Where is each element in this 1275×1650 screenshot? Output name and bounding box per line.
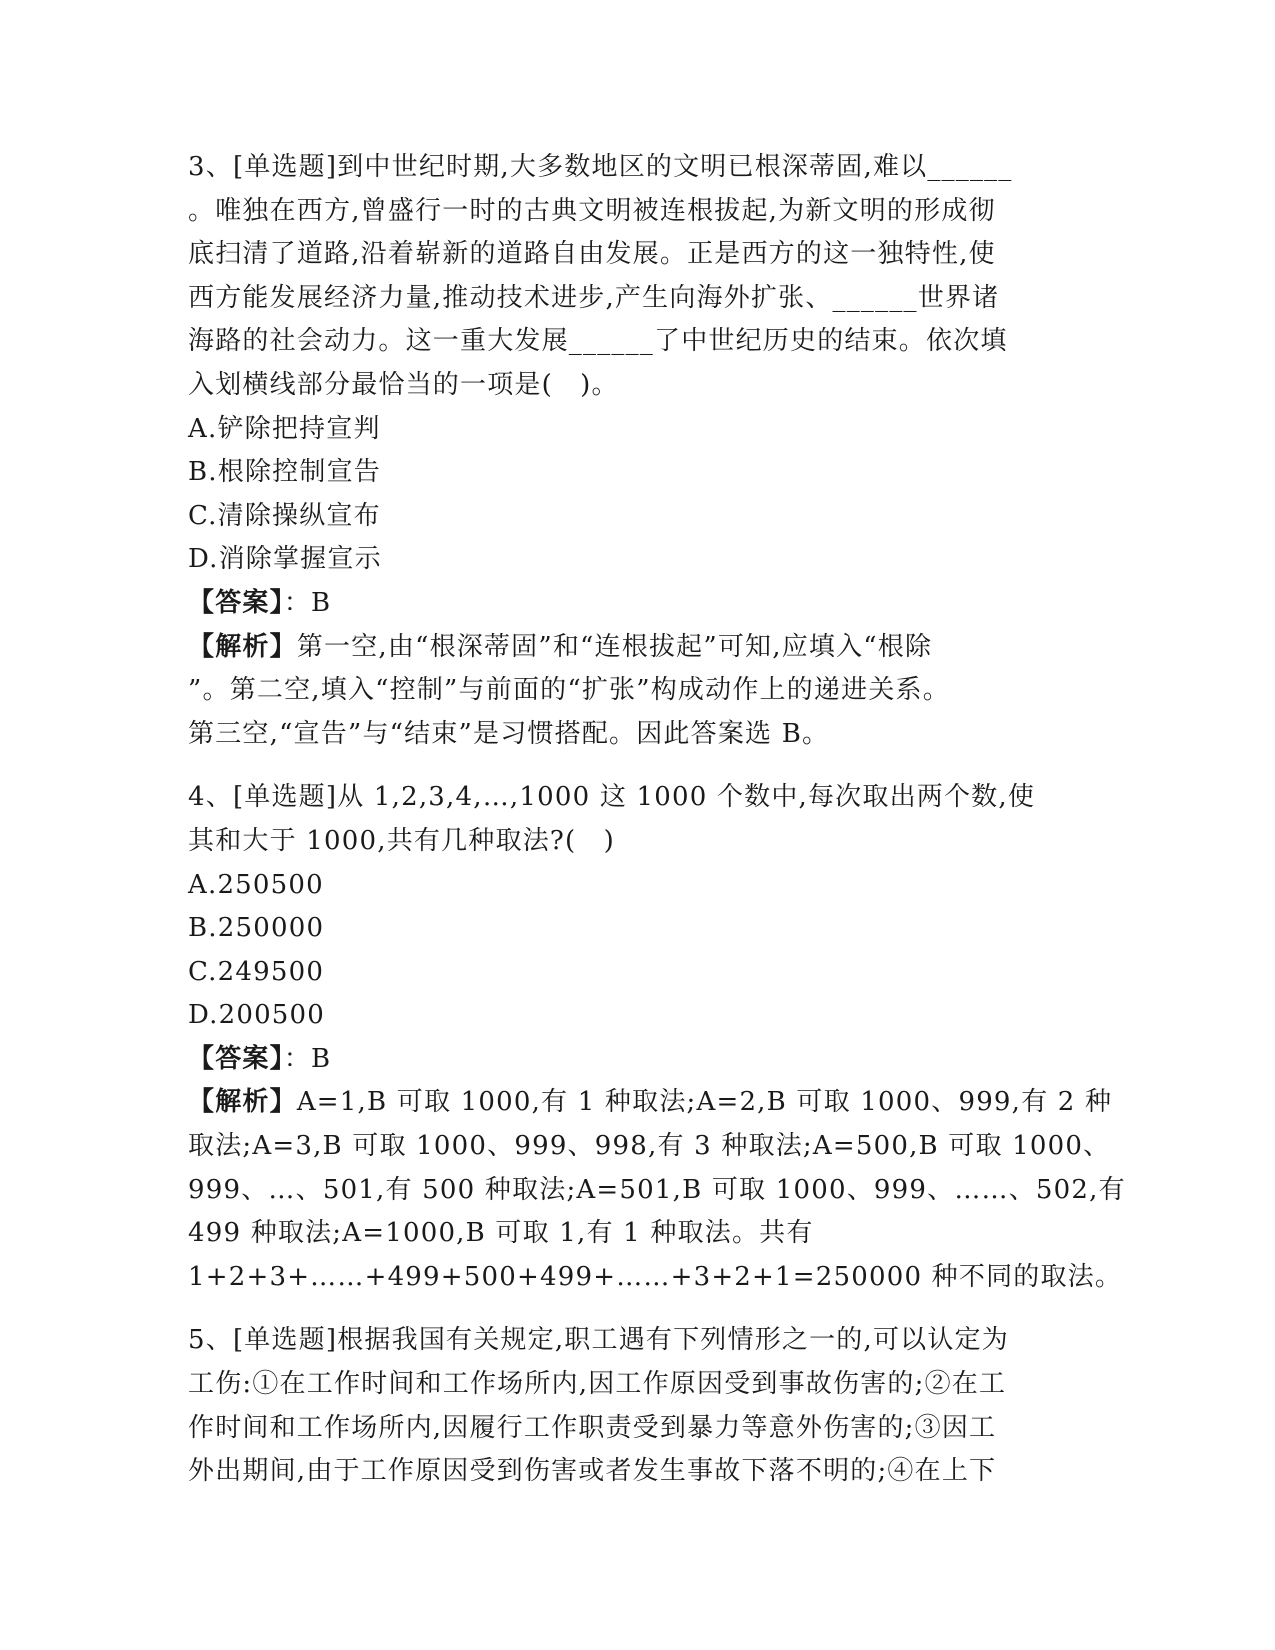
answer-label: 【答案】 <box>188 1043 284 1074</box>
question-stem-line: 4、[单选题]从 1,2,3,4,…,1000 这 1000 个数中,每次取出两个数,使 <box>188 782 1036 813</box>
analysis-text: A=1,B 可取 1000,有 1 种取法;A=2,B 可取 1000、999,有 2 种 <box>296 1087 1113 1118</box>
question-5 <box>188 1319 1078 1493</box>
analysis-line: 999、…、501,有 500 种取法;A=501,B 可取 1000、999、……、502,有 <box>188 1174 1126 1205</box>
option-b: B.250000 <box>188 913 325 944</box>
analysis-line <box>188 1081 1113 1125</box>
analysis-line: 第三空,“宣告”与“结束”是习惯搭配。因此答案选 B。 <box>188 718 830 749</box>
analysis-line: 取法;A=3,B 可取 1000、999、998,有 3 种取法;A=500,B 可取 1000、 <box>188 1131 1111 1162</box>
option-b: B.根除控制宣告 <box>188 457 381 488</box>
question-3 <box>188 146 1078 756</box>
option-c: C.清除操纵宣布 <box>188 500 381 531</box>
answer-line <box>188 582 1078 626</box>
question-stem-line: 作时间和工作场所内,因履行工作职责受到暴力等意外伤害的;③因工 <box>188 1412 997 1443</box>
question-stem-line: 外出期间,由于工作原因受到伤害或者发生事故下落不明的;④在上下 <box>188 1456 997 1487</box>
option-d: D.200500 <box>188 1000 326 1031</box>
analysis-line: ”。第二空,填入“控制”与前面的“扩张”构成动作上的递进关系。 <box>188 675 950 706</box>
document-page <box>188 146 1126 1514</box>
question-stem-line: 入划横线部分最恰当的一项是( )。 <box>188 369 619 400</box>
analysis-line <box>188 626 1078 670</box>
analysis-label: 【解析】 <box>188 631 297 662</box>
question-stem-line: 。唯独在西方,曾盛行一时的古典文明被连根拔起,为新文明的形成彻 <box>188 195 996 226</box>
question-stem-line: 5、[单选题]根据我国有关规定,职工遇有下列情形之一的,可以认定为 <box>188 1325 1009 1356</box>
analysis-label: 【解析】 <box>188 1087 297 1118</box>
answer-line <box>188 1038 1078 1082</box>
question-stem-line: 西方能发展经济力量,推动技术进步,产生向海外扩张、______世界诸 <box>188 282 1000 313</box>
option-c: C.249500 <box>188 956 325 987</box>
question-stem-line: 其和大于 1000,共有几种取法?( ) <box>188 825 615 856</box>
option-d: D.消除掌握宣示 <box>188 544 382 575</box>
analysis-text: 第一空,由“根深蒂固”和“连根拔起”可知,应填入“根除 <box>296 631 933 662</box>
answer-value: ：B <box>283 1043 332 1074</box>
option-a: A.250500 <box>188 869 324 900</box>
question-stem-line: 海路的社会动力。这一重大发展______了中世纪历史的结束。依次填 <box>188 326 1008 357</box>
question-stem-line: 底扫清了道路,沿着崭新的道路自由发展。正是西方的这一独特性,使 <box>188 239 996 270</box>
analysis-line: 1+2+3+……+499+500+499+……+3+2+1=250000 种不同的取法。 <box>188 1261 1123 1292</box>
answer-value: ：B <box>283 587 332 618</box>
question-stem-line: 3、[单选题]到中世纪时期,大多数地区的文明已根深蒂固,难以______ <box>188 152 1013 182</box>
analysis-line: 499 种取法;A=1000,B 可取 1,有 1 种取法。共有 <box>188 1218 814 1249</box>
question-4 <box>188 776 1126 1299</box>
option-a: A.铲除把持宣判 <box>188 413 381 444</box>
answer-label: 【答案】 <box>188 587 284 618</box>
question-stem-line: 工伤:①在工作时间和工作场所内,因工作原因受到事故伤害的;②在工 <box>188 1369 1007 1400</box>
